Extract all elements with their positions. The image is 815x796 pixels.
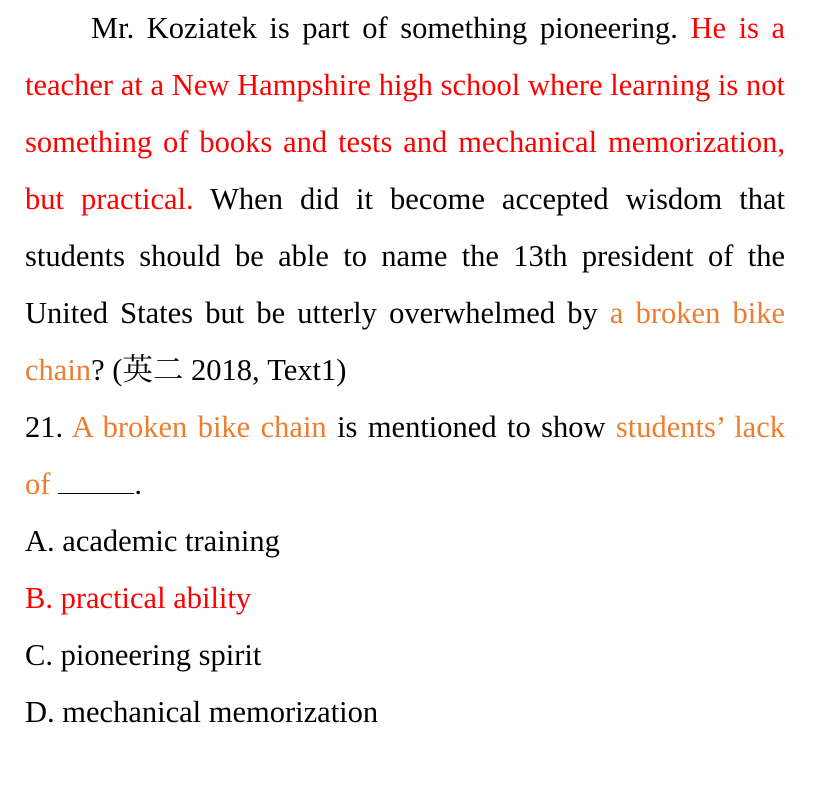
- question-stem: [25, 399, 785, 513]
- passage-key-phrase: a broken bike chain: [25, 296, 785, 387]
- option-text: practical ability: [60, 581, 252, 615]
- question-middle-text: is mentioned to show: [337, 410, 606, 444]
- passage-paragraph: [25, 0, 785, 399]
- option-letter: A.: [25, 524, 55, 558]
- passage-sentence-2-highlight: He is a teacher at a New Hampshire high school where learning is not something of books and tests and mechanical memorization, but practical.: [25, 11, 786, 216]
- question-key-phrase-2: students’ lack of: [25, 410, 785, 501]
- passage-sentence-1: Mr. Koziatek is part of something pioneering.: [91, 11, 678, 45]
- option-a: [25, 513, 785, 570]
- option-letter: D.: [25, 695, 55, 729]
- document-page: [25, 0, 785, 741]
- option-d: [25, 684, 785, 741]
- question-number: 21.: [25, 410, 64, 444]
- passage-source: (英二 2018, Text1): [112, 353, 347, 387]
- option-text: mechanical memorization: [62, 695, 379, 729]
- answer-blank: [58, 471, 134, 494]
- option-letter: C.: [25, 638, 53, 672]
- passage-sentence-3: When did it become accepted wisdom that students should be able to name the 13th president of the United States but be utterly overwhelmed by: [25, 182, 786, 330]
- option-letter: B.: [25, 581, 53, 615]
- question-period: .: [134, 467, 143, 501]
- question-key-phrase: A broken bike chain: [71, 410, 327, 444]
- option-c: [25, 627, 785, 684]
- option-text: pioneering spirit: [60, 638, 262, 672]
- option-text: academic training: [62, 524, 280, 558]
- option-b-correct: [25, 570, 785, 627]
- answer-options: [25, 513, 785, 741]
- passage-question-mark: ?: [91, 353, 105, 387]
